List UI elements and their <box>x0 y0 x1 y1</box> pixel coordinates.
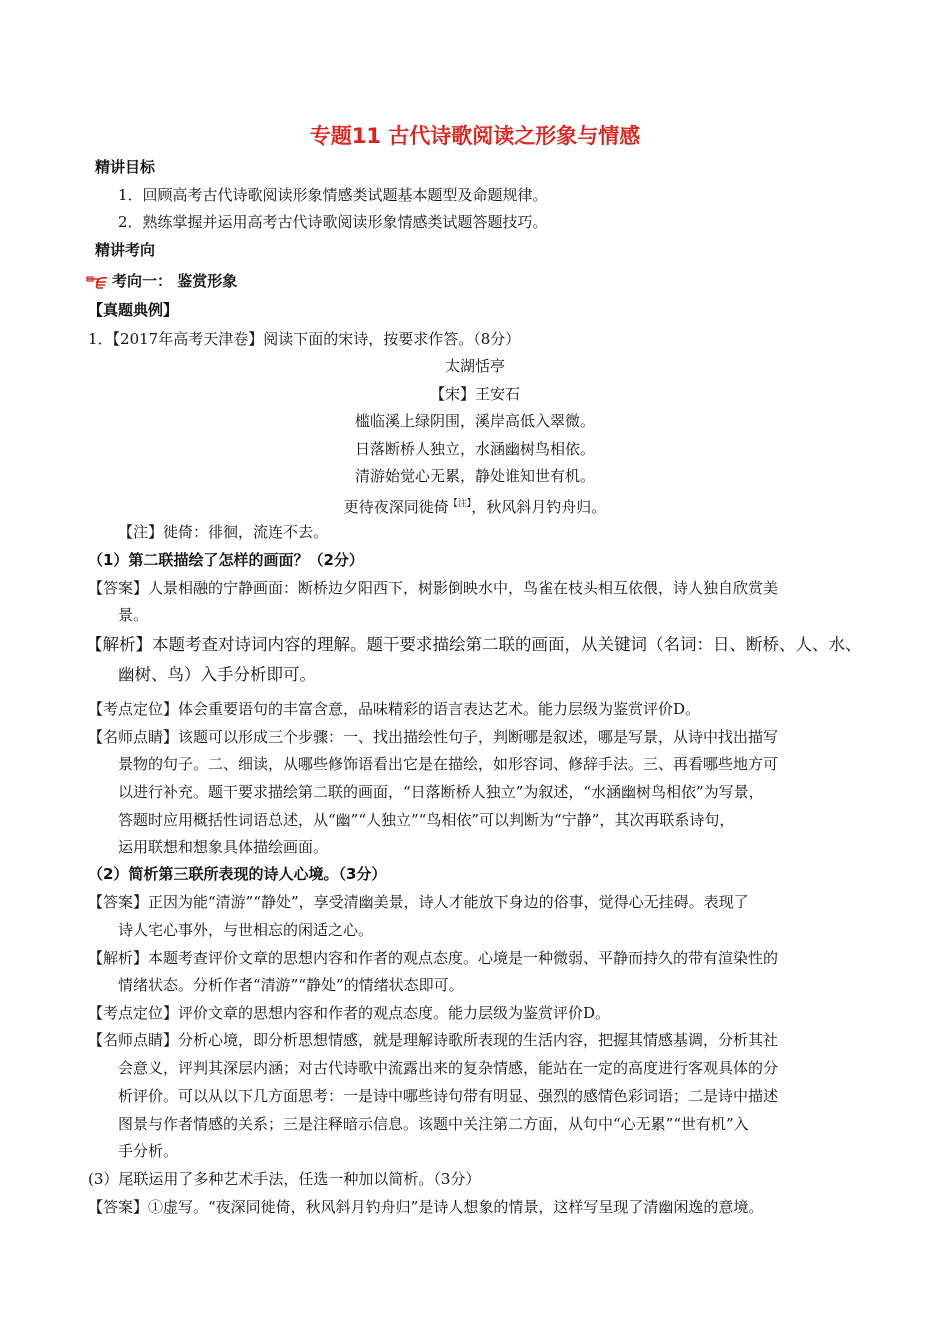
tips-text: 景物的句子。二、细读，从哪些修饰语看出它是在描绘，如形容词、修辞手法。三、再看哪些地方可 <box>118 755 779 773</box>
question-intro: 1．【2017年高考天津卷】阅读下面的宋诗，按要求作答。（8分） <box>88 330 521 348</box>
point-text: 【考点定位】评价文章的思想内容和作者的观点态度。能力层级为鉴赏评价D。 <box>88 1004 611 1022</box>
analysis-text: 幽树、鸟）入手分析即可。 <box>118 665 316 684</box>
sub-question: （1）第二联描绘了怎样的画面？（2分） <box>88 551 364 569</box>
answer-text: 景。 <box>118 606 149 624</box>
tips-text: 以进行补充。题干要求描绘第二联的画面，“日落断桥人独立”为叙述，“水涵幽树鸟相依”为写景， <box>118 783 764 801</box>
analysis-text: 【解析】本题考查对诗词内容的理解。题干要求描绘第二联的画面，从关键词（名词：日、断桥、人、水、 <box>86 635 862 654</box>
point-text: 【考点定位】体会重要语句的丰富含意，品味精彩的语言表达艺术。能力层级为鉴赏评价D。 <box>88 700 701 718</box>
tips-text: 答题时应用概括性词语总述，从“幽”“人独立”“鸟相依”可以判断为“宁静”，其次再联系诗句， <box>118 811 735 829</box>
analysis-text: 【解析】本题考查评价文章的思想内容和作者的观点态度。心境是一种微弱、平静而持久的带有渲染性的 <box>88 949 779 967</box>
goal-item: 2．熟练掌握并运用高考古代诗歌阅读形象情感类试题答题技巧。 <box>118 213 548 231</box>
answer-text: 【答案】人景相融的宁静画面：断桥边夕阳西下，树影倒映水中，鸟雀在枝头相互依偎，诗人独自欣赏美 <box>88 579 779 597</box>
goal-item: 1．回顾高考古代诗歌阅读形象情感类试题基本题型及命题规律。 <box>118 186 548 204</box>
pointing-hand-icon <box>86 273 110 289</box>
sub-question: (3）尾联运用了多种艺术手法，任选一种加以简析。（3分） <box>88 1170 481 1188</box>
poem-line: 槛临溪上绿阴围，溪岸高低入翠微。 <box>354 412 595 430</box>
tips-text: 析评价。可以从以下几方面思考：一是诗中哪些诗句带有明显、强烈的感情色彩词语；二是诗中描述 <box>118 1087 779 1105</box>
analysis-text: 情绪状态。分析作者“清游”“静处”的情绪状态即可。 <box>118 976 464 994</box>
poem-line: 清游始觉心无累，静处谁知世有机。 <box>354 467 595 485</box>
tips-text: 会意义，评判其深层内涵；对古代诗歌中流露出来的复杂情感，能站在一定的高度进行客观具体的分 <box>118 1059 779 1077</box>
poem-line: 日落断桥人独立，水涵幽树鸟相依。 <box>354 440 595 458</box>
footnote-marker: 【注】 <box>448 499 472 509</box>
tips-text: 图景与作者情感的关系；三是注释暗示信息。该题中关注第二方面，从句中“心无累”“世有机”入 <box>118 1115 749 1133</box>
direction-item: 考向一： 鉴赏形象 <box>86 271 237 291</box>
poem-note: 【注】徙倚：徘徊，流连不去。 <box>118 523 329 541</box>
answer-text: 诗人宅心事外，与世相忘的闲适之心。 <box>118 921 374 939</box>
direction-heading: 精讲考向 <box>95 241 156 259</box>
tips-text: 【名师点睛】分析心境，即分析思想情感，就是理解诗歌所表现的生活内容，把握其情感基调，分析其社 <box>88 1031 779 1049</box>
goal-heading: 精讲目标 <box>95 158 156 176</box>
tips-text: 运用联想和想象具体描绘画面。 <box>118 838 329 856</box>
answer-text: 【答案】正因为能“清游”“静处”，享受清幽美景，诗人才能放下身边的俗事，觉得心无挂碍。表现了 <box>88 893 749 911</box>
poem-title: 太湖恬亭 <box>444 357 505 375</box>
answer-text: 【答案】①虚写。“夜深同徙倚，秋风斜月钓舟归”是诗人想象的情景，这样写呈现了清幽闲逸的意境。 <box>88 1198 764 1216</box>
tips-text: 【名师点睛】该题可以形成三个步骤：一、找出描绘性句子，判断哪是叙述，哪是写景，从诗中找出描写 <box>88 728 779 746</box>
tips-text: 手分析。 <box>118 1142 179 1160</box>
example-heading: 【真题典例】 <box>88 301 179 319</box>
poem-author: 【宋】王安石 <box>429 385 520 403</box>
page-title: 专题11 古代诗歌阅读之形象与情感 <box>309 124 641 148</box>
poem-line: 更待夜深同徙倚$^{【注】}$，秋风斜月钓舟归。 <box>343 498 607 516</box>
sub-question: （2）简析第三联所表现的诗人心境。（3分） <box>88 865 387 883</box>
